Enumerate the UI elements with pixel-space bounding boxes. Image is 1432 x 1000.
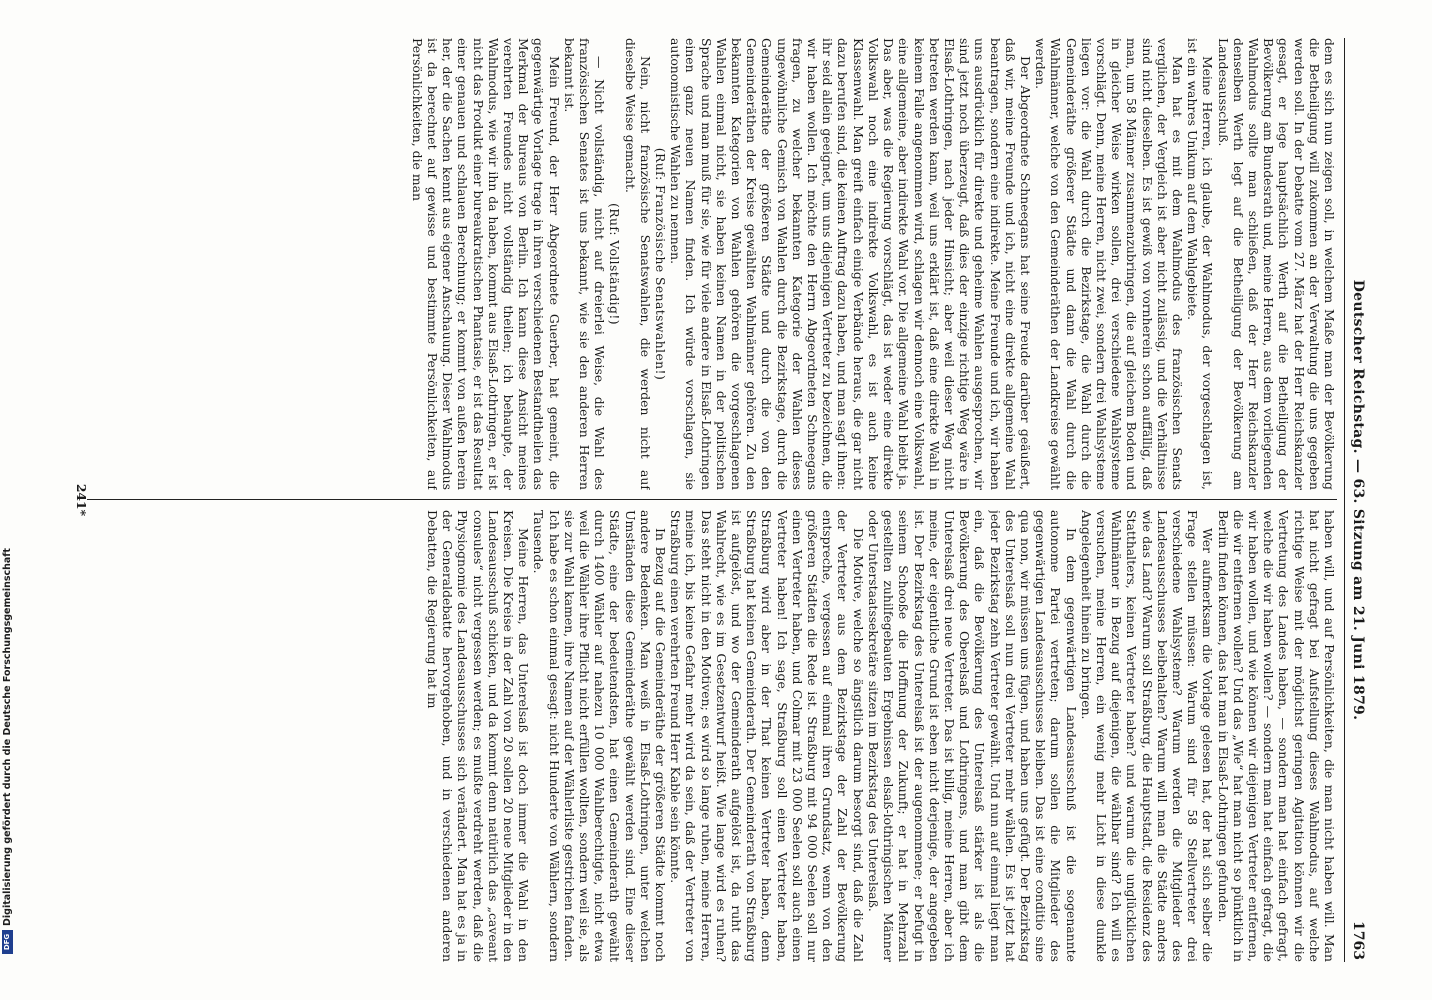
paragraph: Mein Freund, der Herr Abgeordnete Guerber, hat gemeint, die gegenwärtige Vorlage trage in ihren verschiedenen Bestandtheilen das Merkmal der Bureaus von Berlin. Ich kann diese Ansicht meines verehrten Freundes nicht vollständig theilen; ich behaupte, der Wahlmodus, wie wir ihn da haben, kommt aus Elsaß-Lothringen, er ist nicht das Produkt einer bureaukratischen Phantasie, er ist das Resultat einer genauen und schlauen Berechnung; er kommt von außen herein her, der die Sachen kennt aus eigener Anschauung. Dieser Wahlmodus ist da berechnet auf gewisse und bestimmte Persönlichkeiten, auf Persönlichkeiten, die man [409, 38, 562, 490]
interjection: (Ruf: Vollständig!) [607, 203, 623, 325]
paragraph: Meine Herren, das Unterelsaß ist doch immer die Wahl in den Kreisen. Die Kreise in der Zahl von 20 sollen 20 neue Mitglieder in den Landesausschuß schicken, und da kommt denn natürlich das „caveant consules“ nicht vergessen werden; es mußte verdreht werden, daß die Physiognomie des Landesausschusses sich verändert. Man hat es ja in der Generaldebatte hervorgehoben, und in verschiedenen anderen Debatten, die Regierung hat im [425, 510, 532, 962]
right-column [87, 510, 1337, 962]
left-column [87, 38, 1337, 490]
running-head [1344, 38, 1371, 962]
digitization-credit [0, 548, 16, 954]
printed-page [61, 30, 1371, 970]
paragraph: Der Abgeordnete Schneegans hat seine Freude darüber geäußert, daß wir, meine Freunde und ich, nicht eine direkte allgemeine Wahl beantragen, sondern eine indirekte. Meine Freunde und ich, wir haben uns ausdrücklich für direkte und geheime Wahlen ausgesprochen, wir sind jetzt noch überzeugt, daß dies der einzige richtige Weg wäre in Elsaß-Lothringen, nach jeder Hinsicht; aber weil dieser Weg nicht betreten werden kann, weil uns erklärt ist, daß eine direkte Wahl in keinem Falle angenommen wird, schlagen wir dennoch eine Volkswahl, eine allgemeine, aber indirekte Wahl vor. Die allgemeine Wahl bleibt ja. Das aber, was die Regierung vorschlägt, das ist weder eine direkte Volkswahl noch eine indirekte Volkswahl, es ist auch keine Klassenwahl. Man greift einfach einige Verbände heraus, die gar nicht dazu berufen sind, die keinen Auftrag dazu haben, und man sagt ihnen: ihr seid allein geeignet, um uns diejenigen Vertreter zu bezeichnen, die wir haben wollen. Ich möchte den Herrn Abgeordneten Schneegans fragen, zu welcher bekannten Kategorie der Wahlen dieses ungewöhnliche Gemisch von Wahlen durch die Bezirkstage, durch die Gemeinderäthe der größeren Städte und durch die von den Gemeinderäthen der Kreise gewählten Wahlmänner gehören. Zu den bekannten Kategorien von Wahlen gehören die vorgeschlagenen Wahlen einmal nicht, sie haben keinen Namen in der politischen Sprache und man muß für sie, wie für viele andere in Elsaß-Lothringen einen ganz neuen Namen finden. Ich würde vorschlagen, sie autonomistische Wahlen zu nennen. [668, 38, 1033, 490]
column-divider [87, 499, 1337, 500]
credit-text: Digitalisierung gefördert durch die Deutsche Forschungsgemeinschaft [2, 548, 13, 926]
paragraph: haben will, und auf Persönlichkeiten, die man nicht haben will. Man hat nicht gefragt bei Aufstellung dieses Wahlmodus, auf welche richtige Weise mit der möglichst geringen Agitation können wir die Vertretung des Landes haben, — sondern man hat einfach gefragt, welche die wir haben wollen? — sondern man hat einfach gefragt, die wir haben wollen, und wie können wir diejenigen Vertreter entfernen, die wir entfernen wollen? Und das „Wie“ hat man nicht so pünktlich in Berlin finden können, das hat man in Elsaß-Lothringen gefunden. [1215, 510, 1337, 962]
paragraph: Die Motive, welche so ängstlich darum besorgt sind, daß die Zahl der Vertreter aus dem Bezirkstage der Zahl der Bevölkerung entspreche, vergessen auf einmal ihren Grundsatz, wenn von den größeren Städten die Rede ist. Straßburg mit 94 000 Seelen soll nur einen Vertreter haben, und Colmar mit 23 000 Seelen soll auch einen Vertreter haben! Ich sage, Straßburg soll einen Vertreter haben, Straßburg wird aber in der That keinen Vertreter haben, denn Straßburg hat keinen Gemeinderath. Der Gemeinderath von Straßburg ist aufgelöst, und wo der Gemeinderath aufgelöst ist, da ruht das Wahlrecht, wie es im Gesetzentwurf heißt. Wie lange wird es ruhen? Das steht nicht in den Motiven; es wird so lange ruhen, meine Herren, meine ich, bis keine Gefahr mehr wird da sein, daß der Vertreter von Straßburg einen verehrten Freund Herr Kable sein könnte. [668, 510, 866, 962]
paragraph: dem es sich nun zeigen soll, in welchem Maße man der Bevölkerung die Betheiligung will zukommen an der Verwaltung die uns gegeben werden soll. In der Debatte vom 27. März hat der Herr Reichskanzler gesagt, er lege hauptsächlich Werth auf die Betheiligung der Bevölkerung am Bundesrath und, meine Herren, aus dem vorliegenden Wahlmodus sollte man schließen, daß der Herr Reichskanzler denselben Werth legt auf die Betheiligung der Bevölkerung am Landesausschuß. [1215, 38, 1337, 490]
running-head-title: Deutscher Reichstag. — 63. Sitzung am 21. Juni 1879. [1350, 279, 1366, 721]
dfg-logo: DFG [2, 930, 13, 954]
interjection: (Ruf: Französische Senatswahlen!) [653, 147, 669, 381]
signature-mark: 241* [74, 483, 89, 517]
paragraph: — Nicht vollständig, nicht auf dreierlei Weise, die Wahl des französischen Senates ist uns bekannt, wie sie den anderen Herren bekannt ist. [561, 38, 608, 490]
paragraph: Man hat es mit dem Wahlmodus des französischen Senats verglichen, der Vergleich ist aber nicht zulässig, und die Verhältnisse sind nicht dieselben. Es ist gewiß von vornherein schon auffällig, daß man, um 58 Männer zusammenzubringen, die auf gleichem Boden und in gleicher Weise wirken sollen, drei verschiedene Wahlsysteme vorschlägt. Denn, meine Herren, nicht zwei, sondern drei Wahlsysteme liegen vor: die Wahl durch die Bezirkstage, die Wahl durch die Gemeinderäthe größerer Städte und dann die Wahl durch die Wahlmänner, welche von den Gemeinderäthen der Landkreise gewählt werden. [1033, 38, 1185, 490]
paragraph: Meine Herren, ich glaube, der Wahlmodus, der vorgeschlagen ist, ist ein wahres Unikum auf dem Wahlgebiete. [1185, 38, 1216, 490]
paragraph: Wer aufmerksam die Vorlage gelesen hat, der hat sich selber die Frage stellen müssen: Warum sind für 58 Stellvertreter drei verschiedene Wahlsysteme? Warum werden die Mitglieder des Landesausschusses beibehalten? Warum will man die Städte anders wie das Land? Warum soll Straßburg, die Hauptstadt, die Residenz des Statthalters, keinen Vertreter haben? und warum die unglücklichen Wahlmänner in Bezug auf diejenigen, die wählbar sind? Ich will es versuchen, meine Herren, ein wenig mehr Licht in diese dunkle Angelegenheit hinein zu bringen. [1078, 510, 1216, 962]
paragraph: Nein, nicht französische Senatswahlen, die werden nicht auf dieselbe Weise gemacht. [622, 38, 653, 490]
paragraph: In dem gegenwärtigen Landesausschuß ist die sogenannte autonome Partei vertreten; darum sollen die Mitglieder des gegenwärtigen Landesausschusses bleiben. Das ist eine conditio sine qua non, wir müssen uns fügen, und haben uns gefügt. Der Bezirkstag des Unterelsaß soll nun drei Vertreter mehr wählen. Es ist jetzt hat jeder Bezirkstag zehn Vertreter gewählt. Und nun auf einmal liegt man ein, daß die Bevölkerung des Unterelsaß stärker ist als die Bevölkerung des Oberelsaß und Lothringens, und man gibt dem Unterelsaß drei neue Vertreter. Das ist billig, meine Herren, aber ich meine, der eigentliche Grund ist eben nicht derjenige, der angegeben ist. Der Bezirkstag des Unterelsaß ist der augenommene; er befugt in seinem Schooße die Hoffnung der Zukunft; er hat in Mehrzahl gestellten zuhilfegebauten Ergebnissen elsaß-lothringischen Männer oder Unterstaatssekretäre sitzen im Bezirkstag des Unterelsaß. [865, 510, 1079, 962]
page-number: 1763 [1350, 921, 1366, 960]
paragraph: In Bezug auf die Gemeinderäthe der größeren Städte kommt noch andere Bedenken. Man weiß in Elsaß-Lothringen, unter welchen Umständen diese Gemeinderäthe gewählt werden sind. Eine dieser Städte, eine der bedeutendsten, hat einen Gemeinderath gewählt durch 1400 Wähler auf nahezu 10 000 Wahlberechtigte, nicht etwa weil die Wähler ihre Pflicht nicht erfüllen wollten, sondern weil sie, als sie zur Wahl kamen, ihre Namen auf der Wählerliste gestrichen fanden. Ich habe es schon einmal gesagt: nicht Hunderte von Wählern, sondern Tausende. [531, 510, 669, 962]
